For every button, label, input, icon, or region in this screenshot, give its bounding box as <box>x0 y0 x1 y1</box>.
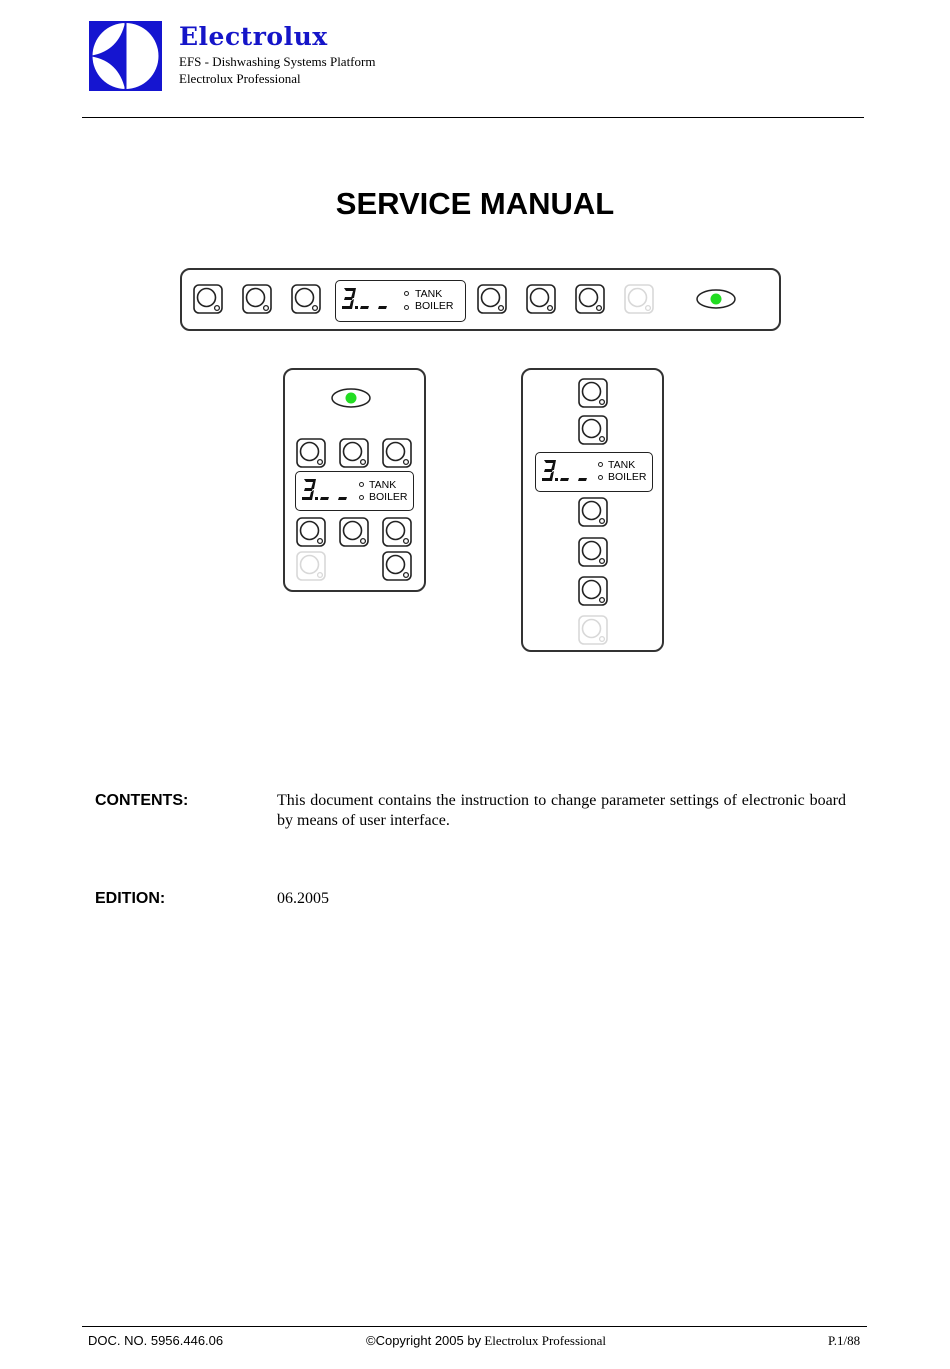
panel-button-faded <box>624 284 654 314</box>
panel-button <box>296 438 326 468</box>
panel-button <box>382 517 412 547</box>
power-led-icon <box>696 289 736 309</box>
contents-label: CONTENTS: <box>95 792 189 809</box>
page-number: P.1/88 <box>828 1333 861 1348</box>
panel-button <box>578 576 608 606</box>
tank-indicator-icon <box>598 462 603 467</box>
boiler-label: BOILER <box>415 300 454 312</box>
lcd-display <box>535 452 653 492</box>
lcd-display <box>335 280 466 322</box>
footer-divider <box>82 1326 867 1327</box>
panel-button-faded <box>578 615 608 645</box>
edition-label: EDITION: <box>95 890 166 907</box>
boiler-indicator-icon <box>359 495 364 500</box>
copyright-owner: Electrolux Professional <box>484 1333 607 1348</box>
document-number: DOC. NO. 5956.446.06 <box>88 1333 224 1348</box>
power-led-icon <box>331 388 371 408</box>
panel-button <box>526 284 556 314</box>
electrolux-logo-icon <box>89 21 162 91</box>
tank-label: TANK <box>415 288 443 300</box>
tank-label: TANK <box>608 459 636 471</box>
tank-indicator-icon <box>359 482 364 487</box>
panel-button <box>193 284 223 314</box>
panel-button <box>339 517 369 547</box>
brand-name: Electrolux <box>179 22 328 51</box>
page-title: SERVICE MANUAL <box>335 186 615 221</box>
header-divider <box>82 117 864 118</box>
tank-indicator-icon <box>404 291 409 296</box>
panel-button <box>477 284 507 314</box>
display-digits <box>342 286 392 312</box>
horizontal-control-panel <box>180 268 781 331</box>
compact-control-panel <box>283 368 426 592</box>
boiler-indicator-icon <box>598 475 603 480</box>
display-digits <box>542 458 592 484</box>
panel-button <box>291 284 321 314</box>
panel-button <box>578 415 608 445</box>
lcd-display <box>295 471 414 511</box>
panel-button-faded <box>296 551 326 581</box>
boiler-label: BOILER <box>369 491 408 503</box>
copyright-prefix: ©Copyright 2005 by <box>366 1333 482 1348</box>
vertical-control-panel <box>521 368 664 652</box>
contents-text: This document contains the instruction to change parameter settings of electronic board by means of user interface. <box>277 792 846 829</box>
panel-button <box>575 284 605 314</box>
edition-value: 06.2005 <box>277 890 329 907</box>
panel-button <box>578 537 608 567</box>
tank-label: TANK <box>369 479 397 491</box>
brand-subtitle-platform: EFS - Dishwashing Systems Platform <box>179 54 376 69</box>
boiler-indicator-icon <box>404 305 409 310</box>
copyright <box>366 1333 606 1349</box>
boiler-label: BOILER <box>608 471 647 483</box>
brand-subtitle-professional: Electrolux Professional <box>179 71 301 86</box>
display-digits <box>302 477 352 503</box>
panel-button <box>296 517 326 547</box>
panel-button <box>242 284 272 314</box>
panel-button <box>382 551 412 581</box>
panel-button <box>339 438 369 468</box>
panel-button <box>578 378 608 408</box>
panel-button <box>382 438 412 468</box>
panel-button <box>578 497 608 527</box>
